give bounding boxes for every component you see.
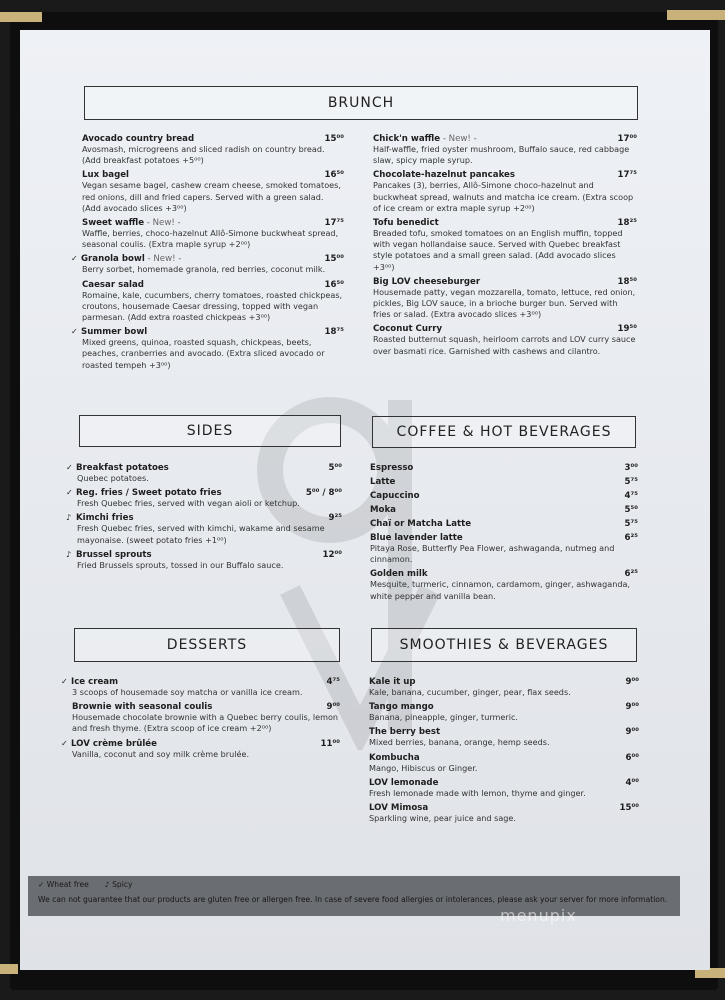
menu-item-price: 11⁰⁰ <box>320 738 340 749</box>
menu-item <box>370 463 638 473</box>
menu-item-price: 4⁰⁰ <box>625 777 639 788</box>
menu-item-title: Brussel sprouts <box>76 549 152 560</box>
folder-corner-bottom-left <box>0 964 18 974</box>
menu-item-name <box>370 519 471 529</box>
menu-item-header <box>373 134 637 144</box>
menu-item <box>370 519 638 529</box>
menu-item-name <box>66 513 134 524</box>
menu-item-title: Kimchi fries <box>76 513 134 524</box>
menu-item-price: 18⁷⁵ <box>324 327 344 338</box>
menu-item-price: 6²⁵ <box>624 533 638 543</box>
menu-item-description: Banana, pineapple, ginger, turmeric. <box>369 712 518 723</box>
menu-item-header <box>66 488 342 499</box>
menu-item <box>72 702 340 734</box>
menu-item-price: 17⁰⁰ <box>617 134 637 144</box>
menu-item <box>66 463 342 484</box>
menu-item-price: 5⁰⁰ / 8⁰⁰ <box>305 488 342 499</box>
menu-item-name <box>369 677 416 687</box>
menu-item-price: 5⁵⁰ <box>624 505 638 515</box>
menu-item <box>369 753 639 774</box>
menu-item <box>369 778 639 799</box>
menu-item-name <box>370 491 420 501</box>
menu-item-name <box>373 170 515 180</box>
menu-item-name <box>370 533 463 543</box>
menu-item-description: Fresh Quebec fries, served with kimchi, wakame and sesame mayonaise. (sweet potato fries +1⁰⁰) <box>77 523 325 545</box>
section-title-smoothies: SMOOTHIES & BEVERAGES <box>371 628 637 662</box>
menu-item <box>373 277 637 321</box>
menu-item-description: Waffle, berries, choco-hazelnut Allô-Simone buckwheat spread, seasonal coulis. (Extra maple syrup +2⁰⁰) <box>82 228 339 250</box>
menu-item-description: Housemade patty, vegan mozzarella, tomato, lettuce, red onion, pickles, Big LOV sauce, in a brioche burger bun. Served with fries or salad. (Extra avocado slices +3⁰⁰) <box>373 286 636 320</box>
menu-item <box>369 803 639 824</box>
menu-item-name <box>373 324 442 334</box>
menu-item-price: 9⁰⁰ <box>625 727 639 738</box>
menu-item-title: Kombucha <box>369 752 420 763</box>
menu-item <box>370 491 638 501</box>
menu-item-title: Caesar salad <box>82 279 144 290</box>
desserts-column <box>61 677 340 764</box>
brunch-left-column <box>71 134 344 375</box>
wheat-free-icon: ✓ <box>61 677 68 686</box>
menu-item-title: Big LOV cheeseburger <box>373 276 481 287</box>
menu-item-name <box>82 280 144 290</box>
menu-item-name <box>369 778 438 788</box>
section-title-sides: SIDES <box>79 415 341 447</box>
menu-item <box>370 505 638 515</box>
menu-item <box>82 280 344 324</box>
menu-item-title: Lux bagel <box>82 170 130 181</box>
wheat-free-icon: ✓ <box>71 327 78 337</box>
menu-item <box>369 677 639 698</box>
menu-item-price: 19⁵⁰ <box>617 324 637 335</box>
spicy-icon: ♪ <box>66 513 72 523</box>
menu-item-header <box>373 324 637 334</box>
menu-item-header <box>82 218 344 228</box>
menu-item-price: 12⁰⁰ <box>322 549 342 560</box>
spicy-icon: ♪ <box>66 549 72 559</box>
menu-item-description: Berry sorbet, homemade granola, red berries, coconut milk. <box>82 264 326 275</box>
menu-item-title: Espresso <box>370 463 414 473</box>
wheat-free-icon: ✓ <box>66 488 73 498</box>
menu-item <box>66 488 342 509</box>
menu-item-price: 9⁰⁰ <box>625 702 639 713</box>
menu-item-description: Quebec potatoes. <box>77 473 149 483</box>
menu-item-price: 9⁰⁰ <box>625 677 639 687</box>
new-badge: - New! - <box>144 218 181 229</box>
menu-item-title: Coconut Curry <box>373 324 443 335</box>
menu-item <box>82 170 344 214</box>
menu-item-name <box>369 753 420 763</box>
menu-item-name <box>373 134 477 144</box>
section-title-coffee: COFFEE & HOT BEVERAGES <box>372 416 636 448</box>
menu-item-description: Romaine, kale, cucumbers, cherry tomatoes, roasted chickpeas, croutons, housemade Caesar dressing, topped with vegan parmesan. (Add extra roasted chickpeas +3⁰⁰) <box>82 289 343 323</box>
menu-item-name <box>373 218 439 228</box>
menu-item-price: 6⁰⁰ <box>625 752 639 763</box>
wheat-free-icon: ✓ <box>66 463 73 472</box>
menu-item-name <box>370 505 396 515</box>
menu-item <box>369 702 639 723</box>
menu-item-description: Housemade chocolate brownie with a Quebec berry coulis, lemon and fresh thyme. (Extra scoop of ice cream +2⁰⁰) <box>72 712 339 734</box>
menu-item-price: 3⁰⁰ <box>624 463 638 473</box>
menu-item-description: Roasted butternut squash, heirloom carrots and LOV curry sauce over basmati rice. Garnished with cashews and cilantro. <box>373 334 636 356</box>
menu-item-header <box>370 569 638 579</box>
wheat-free-icon: ✓ <box>71 254 78 264</box>
menu-item <box>82 218 344 250</box>
menu-item-header <box>370 463 638 473</box>
menu-item-price: 15⁰⁰ <box>324 254 344 265</box>
wheat-free-label: Wheat free <box>46 880 89 889</box>
menu-item-header <box>370 505 638 515</box>
menu-item-name <box>66 488 222 499</box>
menu-item-header <box>82 280 344 290</box>
menu-item-name <box>82 218 181 228</box>
menu-item-title: Chick'n waffle <box>373 134 441 144</box>
menu-item-price: 6²⁵ <box>624 569 638 580</box>
menu-item <box>373 170 637 214</box>
folder-corner-top-left <box>0 12 42 22</box>
menu-item-header <box>370 533 638 543</box>
menu-item-title: Brownie with seasonal coulis <box>72 702 213 713</box>
legend <box>38 880 670 889</box>
menu-item-title: Chaï or Matcha Latte <box>370 519 472 529</box>
menu-item-price: 15⁰⁰ <box>324 134 344 144</box>
menu-item-price: 5⁰⁰ <box>328 463 342 473</box>
menu-item-header <box>82 134 344 144</box>
menu-item-price: 16⁵⁰ <box>324 279 344 290</box>
sides-column <box>66 463 342 575</box>
wheat-free-icon: ✓ <box>61 738 68 748</box>
menu-item <box>61 677 340 698</box>
menu-item-description: Mixed greens, quinoa, roasted squash, chickpeas, beets, peaches, cranberries and avocado. (Extra sliced avocado or roasted tempeh +3⁰⁰) <box>82 337 325 370</box>
menu-item-price: 18⁵⁰ <box>617 276 637 287</box>
menu-item-description: 3 scoops of housemade soy matcha or vanilla ice cream. <box>72 687 303 697</box>
menu-item-title: Golden milk <box>370 569 428 580</box>
menu-item-price: 16⁵⁰ <box>324 170 344 181</box>
menu-item-header <box>369 677 639 687</box>
menu-item-description: Mixed berries, banana, orange, hemp seeds. <box>369 737 550 748</box>
menu-item <box>61 738 340 760</box>
menu-item-title: Breakfast potatoes <box>76 463 169 473</box>
coffee-column <box>370 463 638 606</box>
menu-item <box>66 549 342 571</box>
menu-item-header <box>82 170 344 180</box>
menu-item-description: Kale, banana, cucumber, ginger, pear, flax seeds. <box>369 687 571 697</box>
menu-item <box>71 254 344 275</box>
menu-item-description: Fried Brussels sprouts, tossed in our Buffalo sauce. <box>77 559 284 570</box>
menu-item <box>373 324 637 356</box>
menu-item-title: LOV lemonade <box>369 777 439 788</box>
menu-item-name <box>61 677 119 687</box>
menu-item-title: Summer bowl <box>81 327 148 338</box>
folder-corner-top-right <box>667 10 725 20</box>
menu-item-name <box>370 463 413 473</box>
menu-item-description: Mesquite, turmeric, cinnamon, cardamom, ginger, ashwaganda, white pepper and vanilla bean. <box>370 579 630 601</box>
menu-item-price: 5⁷⁵ <box>624 519 638 529</box>
menu-item-header <box>370 519 638 529</box>
menu-item <box>370 569 638 601</box>
smoothies-column <box>369 677 639 828</box>
menu-item <box>370 533 638 565</box>
menu-item-name <box>369 702 434 712</box>
menu-item-title: Sweet waffle <box>82 218 145 229</box>
menu-item-name <box>82 134 194 144</box>
menu-item-description: Fresh lemonade made with lemon, thyme and ginger. <box>369 787 586 798</box>
menu-item-name <box>61 738 157 749</box>
section-title-desserts: DESSERTS <box>74 628 340 662</box>
menu-item-title: Reg. fries / Sweet potato fries <box>76 488 222 499</box>
menu-item <box>82 134 344 166</box>
menu-item-name <box>370 569 428 579</box>
menu-item-title: Tofu benedict <box>373 218 439 229</box>
menupix-watermark: menupix <box>500 906 577 925</box>
menu-item-name <box>66 549 152 560</box>
menu-item-header <box>373 218 637 228</box>
menu-item-header <box>373 277 637 287</box>
menu-item <box>373 134 637 166</box>
menu-item-header <box>369 803 639 813</box>
menu-item-name <box>72 702 212 712</box>
menu-item-title: LOV crème brûlée <box>71 738 157 749</box>
menu-item-description: Vegan sesame bagel, cashew cream cheese, smoked tomatoes, red onions, dill and fried capers. Served with a green salad. (Add avocado slices +3⁰⁰) <box>82 180 341 213</box>
menu-item-description: Half-waffle, fried oyster mushroom, Buffalo sauce, red cabbage slaw, spicy maple syrup. <box>373 144 630 166</box>
section-title-brunch: BRUNCH <box>84 86 638 120</box>
menu-item-price: 9²⁵ <box>328 513 342 524</box>
menu-item-title: The berry best <box>369 727 441 738</box>
menu-item-title: LOV Mimosa <box>369 803 429 814</box>
menu-item-description: Breaded tofu, smoked tomatoes on an English muffin, topped with vegan hollandaise sauce. Served with Quebec breakfast style potatoes and a small green salad. (Add avocado slices +3⁰⁰) <box>373 228 623 272</box>
menu-item-price: 15⁰⁰ <box>619 803 639 814</box>
menu-item <box>369 727 639 748</box>
menu-item-header <box>373 170 637 180</box>
menu-item-description: Vanilla, coconut and soy milk crème brulée. <box>72 748 250 759</box>
allergen-footer <box>28 876 680 916</box>
menu-item <box>373 218 637 273</box>
menu-item-name <box>71 327 148 338</box>
menu-item-title: Moka <box>370 505 396 515</box>
menu-item-title: Capuccino <box>370 491 420 501</box>
menu-item-name <box>369 803 428 813</box>
menu-item-name <box>66 463 169 473</box>
menu-item-header <box>72 702 340 712</box>
allergen-disclaimer: We can not guarantee that our products are gluten free or allergen free. In case of severe food allergies or intolerances, please ask your server for more information. <box>38 895 668 904</box>
menu-item-price: 4⁷⁵ <box>624 491 638 501</box>
menu-item-name <box>370 477 395 487</box>
menu-item-header <box>369 778 639 788</box>
menu-item-header <box>370 491 638 501</box>
menu-item-header <box>370 477 638 487</box>
menu-item-price: 18²⁵ <box>617 218 637 229</box>
menu-item-price: 5⁷⁵ <box>624 477 638 487</box>
brunch-right-column <box>373 134 637 361</box>
menu-item-title: Latte <box>370 477 396 487</box>
menu-item-title: Kale it up <box>369 677 416 687</box>
menu-item <box>71 327 344 371</box>
menu-item <box>66 513 342 545</box>
menu-item-header <box>66 513 342 524</box>
menu-item-title: Ice cream <box>71 677 119 687</box>
menu-item-description: Sparkling wine, pear juice and sage. <box>369 813 516 824</box>
menu-item-price: 4⁷⁵ <box>326 677 340 687</box>
menu-item-header <box>369 753 639 763</box>
menu-item-name <box>71 254 182 265</box>
spicy-label: Spicy <box>112 880 133 889</box>
menu-item-price: 17⁷⁵ <box>617 170 637 181</box>
menu-item-header <box>71 254 344 265</box>
menu-item-header <box>61 677 340 687</box>
menu-item-price: 9⁰⁰ <box>326 702 340 713</box>
menu-item-description: Avosmash, microgreens and sliced radish on country bread. (Add breakfast potatoes +5⁰⁰) <box>82 144 325 166</box>
menu-item-header <box>369 727 639 737</box>
menu-item-description: Pitaya Rose, Butterfly Pea Flower, ashwaganda, nutmeg and cinnamon. <box>370 543 615 565</box>
menu-item-header <box>66 549 342 560</box>
menu-item-title: Avocado country bread <box>82 134 195 144</box>
new-badge: - New! - <box>144 254 182 265</box>
new-badge: - New! - <box>440 134 477 144</box>
menu-item-header <box>369 702 639 712</box>
menu-item-description: Pancakes (3), berries, Allô-Simone choco-hazelnut and buckwheat spread, walnuts and matcha ice cream. (Extra scoop of ice cream or extra maple syrup +2⁰⁰) <box>373 180 634 213</box>
menu-item-header <box>66 463 342 473</box>
wheat-free-icon: ✓ Wheat free <box>38 880 89 889</box>
menu-item-title: Granola bowl <box>81 254 145 265</box>
menu-item <box>370 477 638 487</box>
spicy-icon: ♪ Spicy <box>104 880 133 889</box>
menu-item-title: Tango mango <box>369 702 434 713</box>
menu-item-name <box>373 277 480 287</box>
menu-item-name <box>82 170 129 180</box>
menu-item-header <box>61 738 340 749</box>
menu-item-price: 17⁷⁵ <box>324 218 344 229</box>
menu-item-description: Fresh Quebec fries, served with vegan aioli or ketchup. <box>77 498 300 509</box>
menu-item-name <box>369 727 440 737</box>
menu-item-title: Blue lavender latte <box>370 533 463 543</box>
menu-item-title: Chocolate-hazelnut pancakes <box>373 170 515 181</box>
menu-item-header <box>71 327 344 338</box>
menu-item-description: Mango, Hibiscus or Ginger. <box>369 762 478 773</box>
